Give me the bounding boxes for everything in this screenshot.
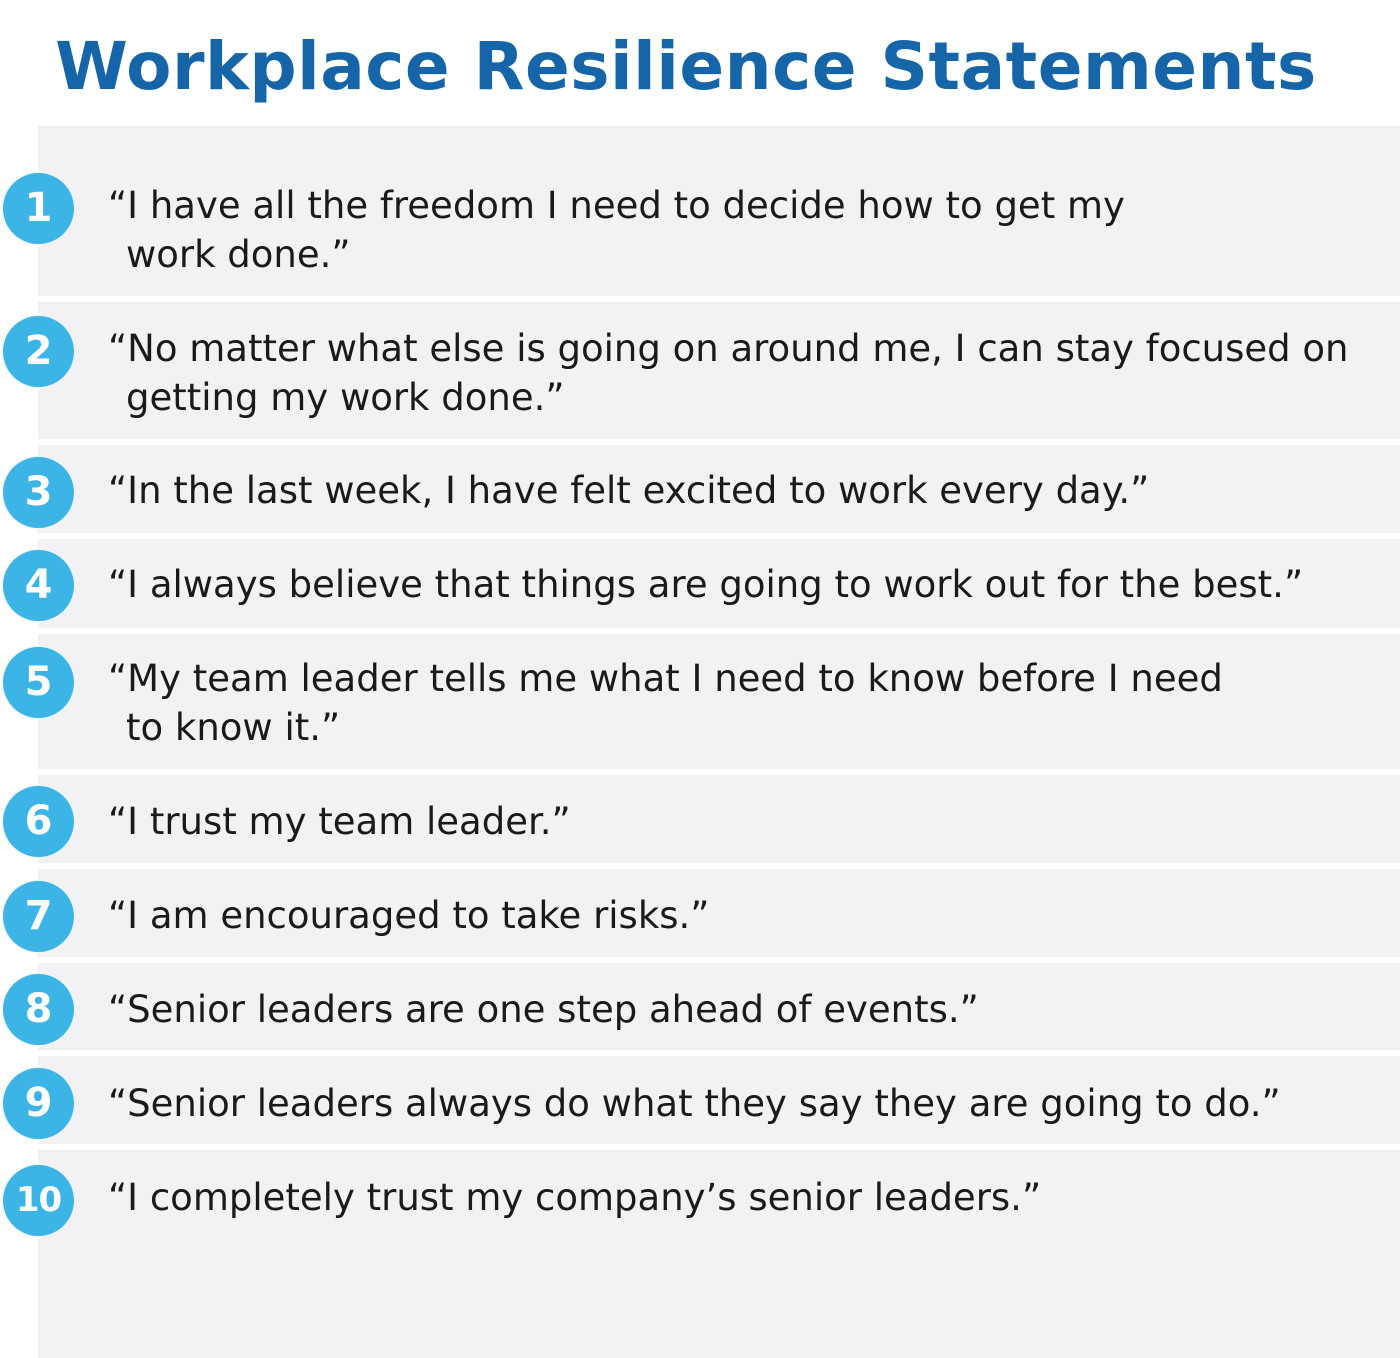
row-divider — [38, 533, 1400, 539]
statement-text: “No matter what else is going on around me, I can stay focused on getting my work done.” — [108, 327, 1349, 419]
statement-text: “My team leader tells me what I need to know before I need to know it.” — [108, 657, 1223, 749]
statement-number-badge: 8 — [3, 974, 74, 1045]
row-divider — [38, 628, 1400, 634]
statement-number-badge: 2 — [3, 316, 74, 387]
statement-number-badge: 6 — [3, 786, 74, 857]
statement-number-badge: 5 — [3, 647, 74, 718]
statement-number-badge: 4 — [3, 550, 74, 621]
row-divider — [38, 439, 1400, 445]
statement-text: “In the last week, I have felt excited to work every day.” — [108, 469, 1150, 512]
statement-text: “Senior leaders always do what they say they are going to do.” — [108, 1082, 1281, 1125]
statement-number-badge: 7 — [3, 881, 74, 952]
row-divider — [38, 1144, 1400, 1150]
statement-text: “I have all the freedom I need to decide how to get my work done.” — [108, 184, 1125, 276]
page-title: Workplace Resilience Statements — [55, 28, 1317, 105]
statement-text: “I always believe that things are going to work out for the best.” — [108, 563, 1304, 606]
row-divider — [38, 296, 1400, 302]
statement-number-badge: 1 — [3, 173, 74, 244]
row-divider — [38, 957, 1400, 963]
statement-text: “Senior leaders are one step ahead of events.” — [108, 988, 979, 1031]
statement-number-badge: 9 — [3, 1068, 74, 1139]
statement-text: “I am encouraged to take risks.” — [108, 894, 710, 937]
row-divider — [38, 863, 1400, 869]
statement-number-badge: 10 — [3, 1165, 74, 1236]
row-divider — [38, 769, 1400, 775]
row-divider — [38, 1050, 1400, 1056]
statement-text: “I completely trust my company’s senior leaders.” — [108, 1176, 1042, 1219]
statement-text: “I trust my team leader.” — [108, 800, 571, 843]
statement-number-badge: 3 — [3, 457, 74, 528]
